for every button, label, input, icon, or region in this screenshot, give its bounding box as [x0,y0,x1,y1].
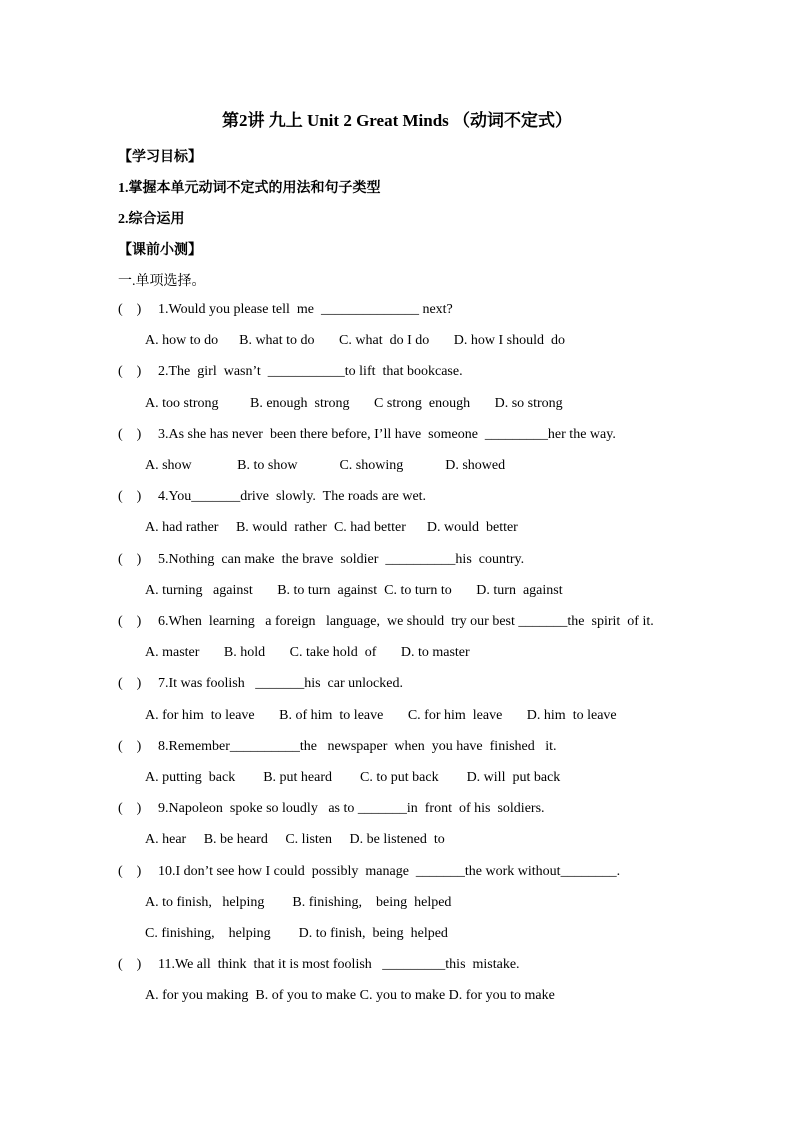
question-stem: 3.As she has never been there before, I’ll have someone _________her the way. [158,427,616,442]
question-10-options-line-1: A. to finish, helping B. finishing, being helped [145,895,452,910]
answer-blank: ( ) [118,552,142,567]
question-stem: 2.The girl wasn’t ___________to lift that bookcase. [158,364,463,379]
goal-item-2: 2.综合运用 [118,212,185,227]
question-1-options: A. how to do B. what to do C. what do I do D. how I should do [145,333,565,348]
question-4 [118,489,426,505]
answer-blank: ( ) [118,614,142,629]
answer-blank: ( ) [118,801,142,816]
question-7 [118,676,403,692]
answer-blank: ( ) [118,864,142,879]
question-7-options: A. for him to leave B. of him to leave C. for him leave D. him to leave [145,708,617,723]
question-stem: 1.Would you please tell me ______________ next? [158,302,453,317]
goal-item-1: 1.掌握本单元动词不定式的用法和句子类型 [118,181,381,196]
section-heading-goals: 【学习目标】 [118,150,202,165]
part-heading-multiple-choice: 一.单项选择。 [118,274,206,289]
question-stem: 11.We all think that it is most foolish _________this mistake. [158,957,520,972]
question-stem: 7.It was foolish _______his car unlocked. [158,676,403,691]
question-5 [118,552,524,568]
question-1 [118,302,453,318]
answer-blank: ( ) [118,957,142,972]
page-title: 第2讲 九上 Unit 2 Great Minds （动词不定式） [221,111,573,130]
question-10 [118,864,620,880]
answer-blank: ( ) [118,427,142,442]
question-stem: 6.When learning a foreign language, we should try our best _______the spirit of it. [158,614,654,629]
answer-blank: ( ) [118,676,142,691]
question-stem: 8.Remember__________the newspaper when you have finished it. [158,739,557,754]
question-9-options: A. hear B. be heard C. listen D. be listened to [145,832,445,847]
question-stem: 10.I don’t see how I could possibly manage _______the work without________. [158,864,621,879]
answer-blank: ( ) [118,302,142,317]
question-stem: 9.Napoleon spoke so loudly as to _______in front of his soldiers. [158,801,545,816]
question-6-options: A. master B. hold C. take hold of D. to master [145,645,470,660]
question-11 [118,957,520,973]
question-3 [118,427,616,443]
question-9 [118,801,545,817]
question-8 [118,739,557,755]
section-heading-pretest: 【课前小测】 [118,243,202,258]
question-8-options: A. putting back B. put heard C. to put back D. will put back [145,770,561,785]
answer-blank: ( ) [118,739,142,754]
question-10-options-line-2: C. finishing, helping D. to finish, being helped [145,926,448,941]
question-11-options: A. for you making B. of you to make C. you to make D. for you to make [145,988,555,1003]
question-6 [118,614,654,630]
question-stem: 4.You_______drive slowly. The roads are wet. [158,489,427,504]
question-2-options: A. too strong B. enough strong C strong enough D. so strong [145,396,563,411]
question-5-options: A. turning against B. to turn against C. to turn to D. turn against [145,583,563,598]
question-4-options: A. had rather B. would rather C. had better D. would better [145,520,518,535]
answer-blank: ( ) [118,489,142,504]
question-2 [118,364,463,380]
answer-blank: ( ) [118,364,142,379]
question-3-options: A. show B. to show C. showing D. showed [145,458,506,473]
question-stem: 5.Nothing can make the brave soldier __________his country. [158,552,525,567]
